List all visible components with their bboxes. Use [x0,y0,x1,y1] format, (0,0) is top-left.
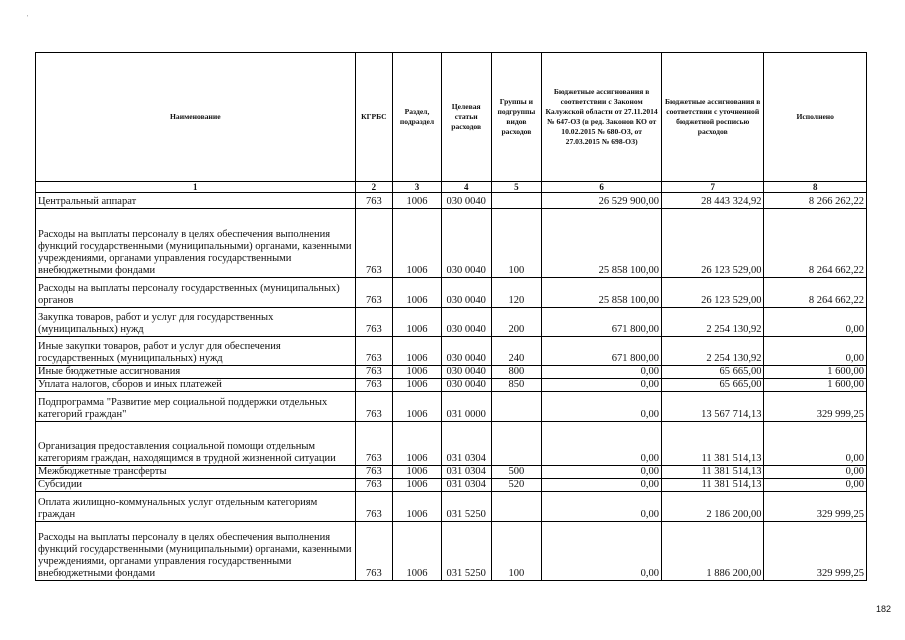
table-row [36,492,867,522]
cell-executed: 0,00 [764,466,867,479]
table-row [36,479,867,492]
cell-budget-refined: 2 186 200,00 [661,492,763,522]
cell-kgrbs: 763 [355,479,393,492]
cell-kgrbs: 763 [355,209,393,278]
header-kgrbs: КГРБС [355,53,393,182]
cell-kgrbs: 763 [355,392,393,422]
cell-target: 030 0040 [441,209,491,278]
cell-kgrbs: 763 [355,366,393,379]
cell-name: Уплата налогов, сборов и иных платежей [36,379,356,392]
cell-executed: 329 999,25 [764,492,867,522]
column-number: 1 [36,182,356,193]
cell-budget-refined: 2 254 130,92 [661,337,763,366]
table-row [36,193,867,209]
cell-section: 1006 [393,366,442,379]
table-row [36,366,867,379]
header-groups: Группы и подгруппы видов расходов [491,53,542,182]
cell-group: 520 [491,479,542,492]
cell-budget-law: 0,00 [542,422,662,466]
cell-executed: 329 999,25 [764,392,867,422]
cell-executed: 1 600,00 [764,379,867,392]
column-number: 5 [491,182,542,193]
cell-budget-refined: 11 381 514,13 [661,422,763,466]
cell-name: Подпрограмма "Развитие мер социальной поддержки отдельных категорий граждан" [36,392,356,422]
cell-target: 030 0040 [441,337,491,366]
table-row [36,522,867,581]
table-header-row [36,53,867,182]
cell-budget-law: 671 800,00 [542,337,662,366]
budget-table [35,52,867,581]
column-number: 4 [441,182,491,193]
cell-budget-refined: 26 123 529,00 [661,209,763,278]
cell-kgrbs: 763 [355,422,393,466]
table-row [36,379,867,392]
header-budget-refined: Бюджетные ассигнования в соответствии с уточненной бюджетной росписью расходов [661,53,763,182]
cell-target: 030 0040 [441,193,491,209]
cell-budget-law: 26 529 900,00 [542,193,662,209]
cell-target: 031 0304 [441,466,491,479]
table-row [36,209,867,278]
cell-kgrbs: 763 [355,466,393,479]
cell-target: 030 0040 [441,366,491,379]
cell-target: 030 0040 [441,308,491,337]
cell-budget-refined: 2 254 130,92 [661,308,763,337]
cell-budget-refined: 11 381 514,13 [661,479,763,492]
cell-executed: 0,00 [764,308,867,337]
column-number: 2 [355,182,393,193]
cell-target: 031 0304 [441,422,491,466]
column-number: 3 [393,182,442,193]
cell-group: 800 [491,366,542,379]
cell-target: 031 5250 [441,492,491,522]
cell-group: 850 [491,379,542,392]
cell-kgrbs: 763 [355,278,393,308]
table-row [36,422,867,466]
cell-budget-refined: 28 443 324,92 [661,193,763,209]
cell-name: Иные закупки товаров, работ и услуг для обеспечения государственных (муниципальных) нужд [36,337,356,366]
table-row [36,466,867,479]
cell-name: Организация предоставления социальной помощи отдельным категориям граждан, находящимся в трудной жизненной ситуации [36,422,356,466]
cell-group [491,392,542,422]
cell-name: Расходы на выплаты персоналу государственных (муниципальных) органов [36,278,356,308]
cell-section: 1006 [393,379,442,392]
cell-name: Межбюджетные трансферты [36,466,356,479]
cell-target: 030 0040 [441,278,491,308]
cell-name: Расходы на выплаты персоналу в целях обеспечения выполнения функций государственными (муниципальными) органами, казенными учреждениями, органами управления государственными внебюджетными фондами [36,209,356,278]
cell-section: 1006 [393,392,442,422]
cell-name: Иные бюджетные ассигнования [36,366,356,379]
cell-budget-law: 0,00 [542,392,662,422]
cell-budget-law: 671 800,00 [542,308,662,337]
cell-executed: 8 266 262,22 [764,193,867,209]
cell-group [491,422,542,466]
header-target: Целевая статьи расходов [441,53,491,182]
cell-name: Оплата жилищно-коммунальных услуг отдельным категориям граждан [36,492,356,522]
header-executed: Исполнено [764,53,867,182]
table-body [36,193,867,581]
cell-target: 031 0000 [441,392,491,422]
cell-budget-law: 0,00 [542,522,662,581]
cell-section: 1006 [393,422,442,466]
cell-budget-refined: 1 886 200,00 [661,522,763,581]
cell-name: Расходы на выплаты персоналу в целях обеспечения выполнения функций государственными (муниципальными) органами, казенными учреждениями, органами управления государственными внебюджетными фондами [36,522,356,581]
cell-section: 1006 [393,466,442,479]
cell-group [491,193,542,209]
cell-budget-law: 0,00 [542,492,662,522]
cell-kgrbs: 763 [355,308,393,337]
cell-budget-refined: 26 123 529,00 [661,278,763,308]
cell-name: Центральный аппарат [36,193,356,209]
cell-executed: 329 999,25 [764,522,867,581]
cell-budget-refined: 13 567 714,13 [661,392,763,422]
header-name: Наименование [36,53,356,182]
cell-executed: 0,00 [764,337,867,366]
scan-mark: ' [27,14,29,22]
column-number: 7 [661,182,763,193]
cell-budget-law: 0,00 [542,466,662,479]
cell-section: 1006 [393,522,442,581]
cell-kgrbs: 763 [355,337,393,366]
cell-executed: 8 264 662,22 [764,209,867,278]
column-number: 6 [542,182,662,193]
cell-section: 1006 [393,492,442,522]
cell-budget-law: 0,00 [542,479,662,492]
cell-target: 031 0304 [441,479,491,492]
cell-section: 1006 [393,308,442,337]
cell-section: 1006 [393,278,442,308]
cell-section: 1006 [393,479,442,492]
column-number: 8 [764,182,867,193]
cell-budget-law: 25 858 100,00 [542,278,662,308]
cell-group: 240 [491,337,542,366]
cell-name: Закупка товаров, работ и услуг для государственных (муниципальных) нужд [36,308,356,337]
cell-group: 500 [491,466,542,479]
cell-budget-law: 0,00 [542,366,662,379]
page-number: 182 [876,604,892,614]
cell-budget-refined: 65 665,00 [661,366,763,379]
column-number-row [36,182,867,193]
cell-target: 031 5250 [441,522,491,581]
cell-kgrbs: 763 [355,492,393,522]
cell-group [491,492,542,522]
cell-budget-refined: 65 665,00 [661,379,763,392]
cell-section: 1006 [393,209,442,278]
cell-kgrbs: 763 [355,379,393,392]
cell-executed: 0,00 [764,479,867,492]
cell-kgrbs: 763 [355,193,393,209]
cell-target: 030 0040 [441,379,491,392]
table-row [36,392,867,422]
cell-executed: 1 600,00 [764,366,867,379]
cell-group: 200 [491,308,542,337]
cell-budget-law: 0,00 [542,379,662,392]
cell-group: 100 [491,522,542,581]
header-budget-law: Бюджетные ассигнования в соответствии с Законом Калужской области от 27.11.2014 № 647-ОЗ (в ред. Законов КО от 10.02.2015 № 680-ОЗ, от 27.03.2015 № 698-ОЗ) [542,53,662,182]
cell-budget-refined: 11 381 514,13 [661,466,763,479]
cell-kgrbs: 763 [355,522,393,581]
cell-executed: 0,00 [764,422,867,466]
cell-section: 1006 [393,193,442,209]
table-row [36,278,867,308]
cell-executed: 8 264 662,22 [764,278,867,308]
table-row [36,308,867,337]
cell-name: Субсидии [36,479,356,492]
table-row [36,337,867,366]
cell-group: 120 [491,278,542,308]
cell-group: 100 [491,209,542,278]
cell-budget-law: 25 858 100,00 [542,209,662,278]
cell-section: 1006 [393,337,442,366]
header-section: Раздел, подраздел [393,53,442,182]
